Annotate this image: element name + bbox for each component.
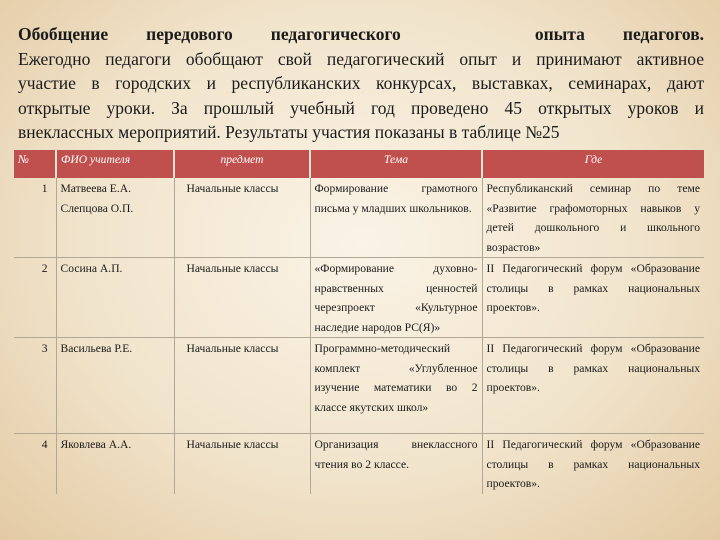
cell-where: Республиканский семинар по теме «Развитие графомоторных навыков у детей дошкольного и школьного возрастов» [486,182,700,254]
cell-num: 3 [14,338,56,434]
cell-subject: Начальные классы [174,258,310,338]
header-num: № [14,150,56,178]
intro-line: внеклассных мероприятий. Результаты участия показаны в таблице №25 [18,122,560,142]
cell-teacher: Васильева Р.Е. [56,338,174,434]
cell-where: II Педагогический форум «Образование столицы в рамках национальных проектов». [486,262,700,314]
cell-teacher: Сосина А.П. [56,258,174,338]
heading-word: Обобщение [18,24,109,44]
intro-text [18,22,704,145]
header-subject: предмет [174,150,310,178]
cell-teacher: Яковлева А.А. [56,434,174,494]
intro-line: открытые уроки. За прошлый учебный год проведено 45 открытых уроков и [18,97,704,118]
header-topic: Тема [310,150,482,178]
cell-topic: Организация внеклассного чтения во 2 классе. [310,434,482,494]
cell-subject: Начальные классы [174,178,310,258]
table-row [14,434,704,494]
intro-line: Ежегодно педагоги обобщают свой педагогический опыт и принимают активное [18,48,704,69]
table-header-row [14,150,704,178]
cell-num: 2 [14,258,56,338]
cell-num: 1 [14,178,56,258]
heading-line [18,22,704,47]
results-table [14,150,704,494]
cell-subject: Начальные классы [174,434,310,494]
header-teacher: ФИО учителя [56,150,174,178]
header-where: Где [482,150,704,178]
heading-word: педагогического [270,24,401,44]
cell-where: II Педагогический форум «Образование столицы в рамках национальных проектов». [486,438,700,490]
table-row [14,178,704,258]
cell-subject: Начальные классы [174,338,310,434]
table-row [14,338,704,434]
heading-word: педагогов. [622,24,705,44]
cell-teacher: Матвеева Е.А. Слепцова О.П. [56,178,174,258]
intro-line: участие в городских и республиканских конкурсах, выставках, семинарах, дают [18,73,704,93]
cell-topic: Формирование грамотного письма у младших школьников. [310,178,482,258]
table-row [14,258,704,338]
heading-word: опыта [534,24,585,44]
heading-word: передового [146,24,233,44]
cell-topic: «Формирование духовно-нравственных ценностей черезпроект «Культурное наследие народов РС(Я)» [310,258,482,338]
cell-num: 4 [14,434,56,494]
cell-topic: Программно-методический комплект «Углубленное изучение математики во 2 классе якутских школ» [310,338,482,434]
cell-where: II Педагогический форум «Образование столицы в рамках национальных проектов». [486,342,700,394]
